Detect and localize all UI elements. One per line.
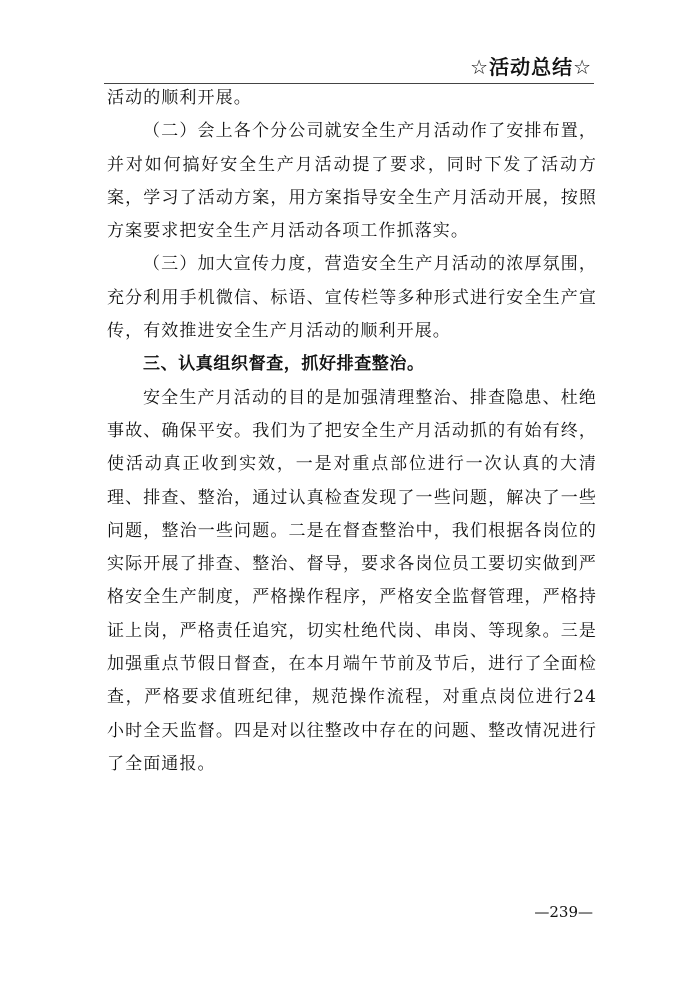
paragraph-item-3: （三）加大宣传力度，营造安全生产月活动的浓厚氛围，充分利用手机微信、标语、宣传栏等多种形式进行安全生产宣传，有效推进安全生产月活动的顺利开展。 [107, 254, 597, 342]
section-heading: 三、认真组织督查，抓好排查整治。 [143, 354, 425, 375]
paragraph-item-2: （二）会上各个分公司就安全生产月活动作了安排布置，并对如何搞好安全生产月活动提了要求，同时下发了活动方案，学习了活动方案，用方案指导安全生产月活动开展，按照方案要求把安全生产月活动各项工作抓落实。 [107, 121, 597, 242]
paragraph-continuation: 活动的顺利开展。 [107, 88, 252, 108]
document-body [107, 82, 597, 781]
paragraph-section-body: 安全生产月活动的目的是加强清理整治、排查隐患、杜绝事故、确保平安。我们为了把安全生产月活动抓的有始有终，使活动真正收到实效，一是对重点部位进行一次认真的大清理、排查、整治，通过认真检查发现了一些问题，解决了一些问题，整治一些问题。二是在督查整治中，我们根据各岗位的实际开展了排查、整治、督导，要求各岗位员工要切实做到严格安全生产制度，严格操作程序，严格安全监督管理，严格持证上岗，严格责任追究，切实杜绝代岗、串岗、等现象。三是加强重点节假日督查，在本月端午节前及节后，进行了全面检查，严格要求值班纪律，规范操作流程，对重点岗位进行24小时全天监督。四是对以往整改中存在的问题、整改情况进行了全面通报。 [107, 387, 597, 774]
page-header-title: ☆活动总结☆ [470, 55, 592, 79]
page-number: —239— [534, 903, 593, 921]
